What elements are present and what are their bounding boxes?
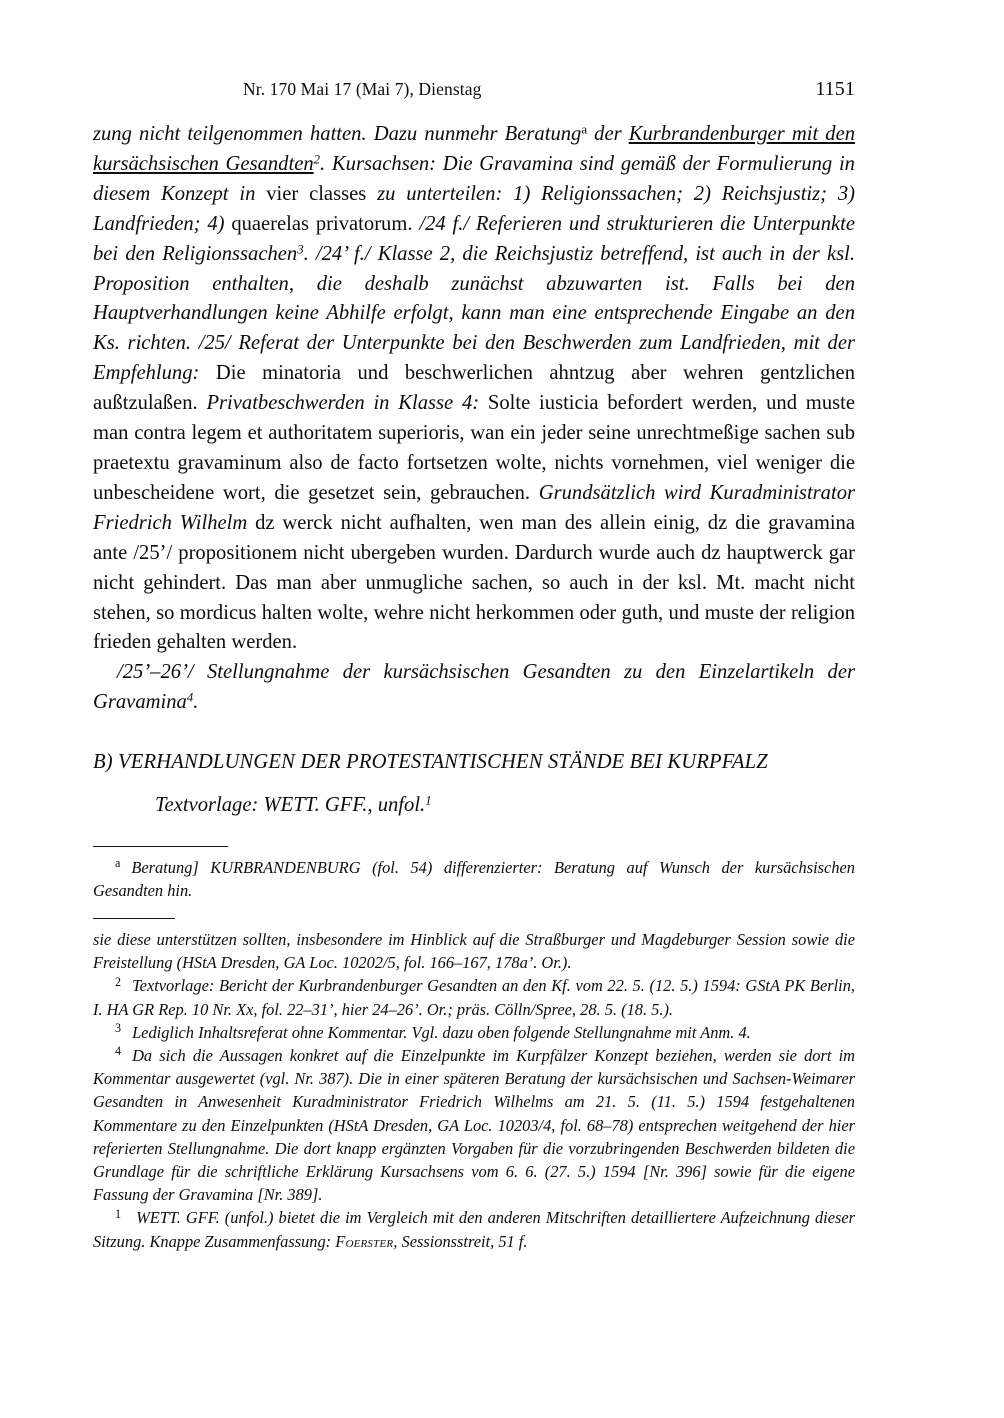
footnote-ref-3[interactable]: 3: [297, 241, 304, 256]
footnote-4: [93, 1044, 855, 1206]
footnote-2: [93, 974, 855, 1020]
p1-seg-5: /24 f./ Referieren und strukturieren die Unterpunkte bei den Religionssachen: [93, 212, 856, 265]
main-body: [93, 120, 855, 821]
variant-marker-a: a: [115, 856, 121, 871]
p1-roman-2: quaerelas privatorum.: [231, 212, 420, 235]
variant-lemma: Beratung]: [131, 858, 199, 877]
footnote-4-text: Da sich die Aussagen konkret auf die Einzelpunkte im Kurpfälzer Konzept beziehen, werden sie dort im Kommentar ausgewertet (vgl. Nr. 387). Die in einer späteren Beratung der kursächsischen und Sachsen-Weimarer Gesandten in Anwesenheit Kuradministrator Friedrich Wilhelms am 21. 5. (11. 5.) 1594 festgehaltenen Kommentare zu den Einzelpunkten (HStA Dresden, GA Loc. 10203/4, fol. 68–78) entsprechen weitgehend der hier referierten Stellungnahme. Die dort knapp ergänzten Vorgaben für die vorzubringenden Beschwerden bildeten die Grundlage für die schriftliche Erklärung Kursachsens vom 6. 6. (27. 5.) 1594 [Nr. 396] sowie für die eigene Fassung der Gravamina [Nr. 389].: [93, 1046, 855, 1205]
footnote-1-text-after: , Sessionsstreit, 51 f.: [393, 1231, 528, 1251]
footnote-rule: [93, 918, 175, 919]
textvorlage-line: [93, 791, 855, 821]
p1-seg-8: Grundsätzlich wird Kuradministrator Friedrich Wilhelm: [93, 481, 856, 534]
footnote-marker-1: 1: [115, 1206, 122, 1221]
body-paragraph-2: [93, 658, 855, 718]
page-number: 1151: [815, 78, 855, 100]
textvorlage-text: Textvorlage: WETT. GFF., unfol.: [155, 794, 426, 817]
p1-seg-6: . /24’ f./ Klasse 2, die Reichsjustiz betreffend, ist auch in der ksl. Proposition enthalten, die deshalb zunächst abzuwarten ist. Falls bei den Hauptverhandlungen keine Abhilfe erfolgt, kann man eine entsprechende Eingabe an den Ks. richten. /25/ Referat der Unterpunkte bei den Beschwerden zum Landfrieden, mit der Empfehlung:: [93, 242, 855, 385]
footnote-2-text: Textvorlage: Bericht der Kurbrandenburger Gesandten an den Kf. vom 22. 5. (12. 5.) 1594: GStA PK Berlin, I. HA GR Rep. 10 Nr. Xx, fol. 22–31’, hier 24–26’. Or.; präs. Cölln/Spree, 28. 5. (18. 5.).: [93, 976, 855, 1019]
p1-roman-1: vier classes: [266, 182, 378, 205]
footnote-ref-2[interactable]: 2: [313, 152, 321, 167]
running-head-title: Nr. 170 Mai 17 (Mai 7), Dienstag: [243, 79, 482, 99]
footnote-3-text: Lediglich Inhaltsreferat ohne Kommentar. Vgl. dazu oben folgende Stellungnahme mit Anm. 4.: [132, 1022, 751, 1042]
footnote-continuation-text: sie diese unterstützen sollten, insbesondere im Hinblick auf die Straßburger und Magdeburger Session sowie die Freistellung (HStA Dresden, GA Loc. 10202/5, fol. 166–167, 178a’. Or.).: [93, 930, 855, 973]
footnote-1-author: Foerster: [335, 1231, 394, 1251]
footnote-continuation: [93, 928, 855, 974]
footnote-marker-3: 3: [115, 1021, 122, 1036]
p1-roman-4: Solte iusticia befordert werden, und muste man contra legem et authoritatem superioris, wan ein jeder seine unrechtmeßige sachen sub praetextu gravaminum also de facto fortsetzen wolte, nichts vornehmen, viel weniger die unbescheidene wort, die gesetzet sein, gebrauchen.: [93, 392, 855, 504]
p1-roman-5: dz werck nicht aufhalten, wen man des allein einig, dz die gravamina ante /25’/ propositionem nicht ubergeben wurden. Dardurch wurde auch dz hauptwerck gar nicht gehindert. Das man aber unmugliche sachen, so auch in der ksl. Mt. macht nicht stehen, so mordicus halten wolte, wehre nicht herkommen oder guth, und muste der religion frieden gehalten werden.: [93, 511, 855, 654]
p1-roman-3: Die minatoria und beschwerlichen ahntzug aber wehren gentzlichen außtzulaßen.: [93, 362, 855, 415]
p1-seg-3: . Kursachsen: Die Gravamina sind gemäß der Formulierung in diesem Konzept in: [93, 152, 855, 205]
p1-seg-4: zu unterteilen: 1) Religionssachen; 2) Reichsjustiz; 3) Landfrieden; 4): [93, 182, 856, 235]
footnote-ref-4[interactable]: 4: [186, 690, 194, 705]
footnote-marker-2: 2: [115, 974, 122, 989]
footnote-1-text-before: WETT. GFF. (unfol.) bietet die im Vergleich mit den anderen Mitschriften detailliertere Aufzeichnung dieser Sitzung. Knappe Zusammenfassung:: [93, 1208, 855, 1251]
footnote-marker-4: 4: [115, 1044, 122, 1059]
variant-source: KURBRANDENBURG: [198, 858, 361, 877]
running-head: [93, 78, 855, 101]
variant-rest: (fol. 54) differenzierter: Beratung auf Wunsch der kursächsischen Gesandten hin.: [93, 858, 856, 901]
body-paragraph-1: [93, 120, 855, 658]
variant-rule: [93, 846, 228, 847]
variant-note-a: [93, 856, 855, 902]
variant-apparatus: [93, 846, 855, 902]
footnote-3: [93, 1021, 855, 1044]
p2-text: /25’–26’/ Stellungnahme der kursächsischen Gesandten zu den Einzelartikeln der Gravamina: [93, 661, 855, 714]
p1-underlined-phrase: Kurbrandenburger mit den kursächsischen Gesandten: [93, 123, 856, 175]
footnote-1: [93, 1206, 855, 1252]
p1-seg-1: zung nicht teilgenommen hatten. Dazu nunmehr Beratung: [93, 123, 582, 145]
p2-tail: .: [193, 691, 199, 714]
p1-seg-7: Privatbeschwerden in Klasse 4:: [206, 392, 480, 415]
section-heading: B) VERHANDLUNGEN DER PROTESTANTISCHEN STÄNDE BEI KURPFALZ: [93, 751, 768, 774]
p1-seg-2: der: [587, 123, 629, 145]
footnote-ref-1[interactable]: 1: [425, 793, 432, 808]
footnote-apparatus: [93, 918, 855, 1253]
footnote-ref-a[interactable]: a: [581, 122, 588, 137]
